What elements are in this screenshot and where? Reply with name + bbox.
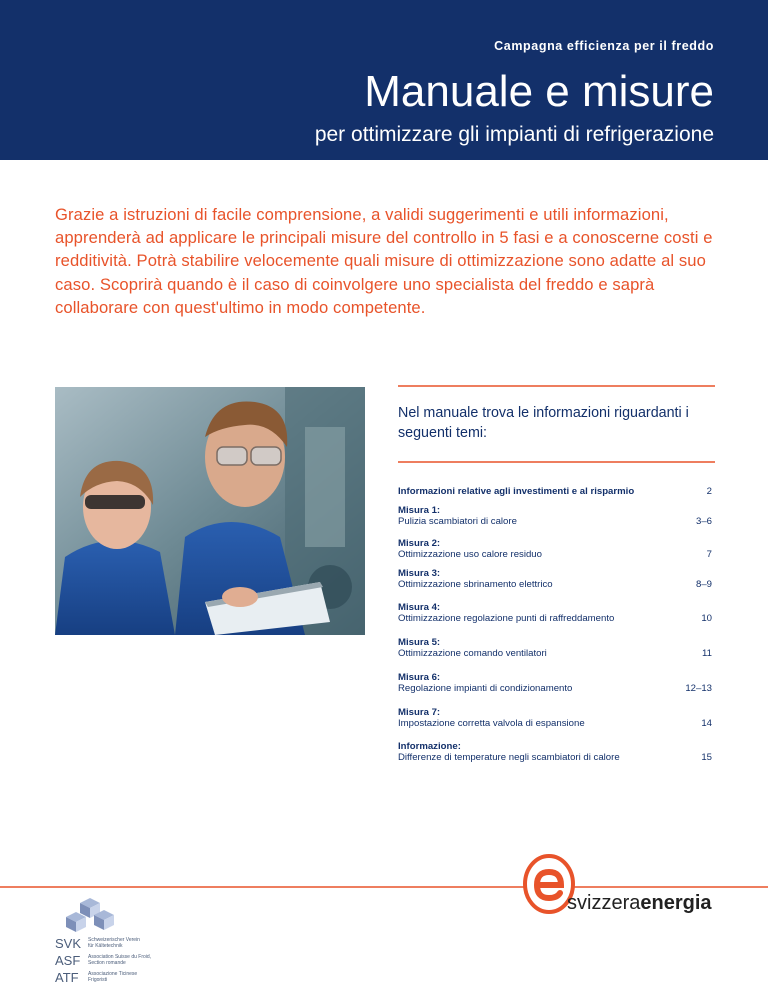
- topics-intro: Nel manuale trova le informazioni riguardanti i seguenti temi:: [398, 405, 689, 441]
- toc-page: 8–9: [695, 579, 712, 590]
- svk-abbr: SVK: [55, 936, 82, 951]
- page-title: Manuale e misure: [364, 67, 714, 116]
- svk-desc-line: für Kältetechnik: [88, 943, 123, 949]
- logo-text: [567, 892, 712, 915]
- toc-label: Misura 3:: [398, 568, 441, 579]
- svk-desc: [88, 937, 140, 949]
- page-subtitle: per ottimizzare gli impianti di refrigerazione: [314, 123, 714, 146]
- toc-page: 2: [706, 486, 712, 497]
- logo-word-svizzera: svizzera: [567, 892, 641, 914]
- toc-text: Differenze di temperature negli scambiatori di calore: [398, 752, 620, 763]
- asf-desc-line: Section romande: [88, 960, 126, 966]
- toc-text: Ottimizzazione sbrinamento elettrico: [398, 579, 553, 590]
- cube-cluster-icon: [60, 898, 120, 934]
- toc-item-misura-5: [398, 637, 712, 659]
- campaign-label: Campagna efficienza per il freddo: [494, 39, 714, 53]
- toc-page: 12–13: [685, 683, 712, 694]
- toc-item-misura-3: [398, 568, 712, 590]
- toc-page: 10: [701, 613, 712, 624]
- toc-label: Misura 4:: [398, 602, 441, 613]
- toc-page: 7: [706, 549, 712, 560]
- toc-text: Ottimizzazione comando ventilatori: [398, 648, 547, 659]
- svizzeraenergia-logo: [515, 852, 715, 922]
- logo-word-energia: energia: [640, 892, 712, 914]
- toc-item-misura-1: [398, 505, 712, 527]
- divider-top: [398, 385, 715, 387]
- toc-item-misura-4: [398, 602, 712, 624]
- toc-text: Pulizia scambiatori di calore: [398, 516, 517, 527]
- atf-desc: [88, 971, 137, 983]
- svk-asf-atf-logo: [55, 898, 175, 988]
- toc-page: 11: [702, 648, 712, 659]
- toc-label: Misura 2:: [398, 538, 441, 549]
- toc-item-misura-2: [398, 538, 712, 560]
- asf-desc-line: Association Suisse du Froid,: [88, 954, 152, 960]
- divider-bottom: [398, 461, 715, 463]
- toc-label: Informazioni relative agli investimenti e al risparmio: [398, 486, 635, 497]
- toc-label: Informazione:: [398, 741, 461, 752]
- atf-desc-line: Frigoristi: [88, 977, 108, 983]
- toc-item-misura-6: [398, 672, 712, 694]
- atf-desc-line: Associazione Ticinese: [88, 971, 138, 977]
- asf-abbr: ASF: [55, 953, 81, 968]
- toc-text: Ottimizzazione uso calore residuo: [398, 549, 542, 560]
- technicians-photo: [55, 387, 365, 635]
- toc-label: Misura 6:: [398, 672, 441, 683]
- toc-item-misura-7: [398, 707, 712, 729]
- toc-label: Misura 7:: [398, 707, 441, 718]
- toc-page: 15: [701, 752, 712, 763]
- header-banner: [0, 0, 768, 160]
- svk-desc-line: Schweizerischer Verein: [88, 937, 140, 943]
- toc-text: Regolazione impianti di condizionamento: [398, 683, 573, 694]
- toc-item-investimenti: [398, 486, 712, 497]
- toc-item-informazione: [398, 741, 712, 763]
- toc-label: Misura 5:: [398, 637, 441, 648]
- toc-text: Ottimizzazione regolazione punti di raffreddamento: [398, 613, 615, 624]
- toc-page: 3–6: [695, 516, 712, 527]
- toc-page: 14: [701, 718, 712, 729]
- asf-desc: [88, 954, 151, 966]
- toc-label: Misura 1:: [398, 505, 441, 516]
- toc-text: Impostazione corretta valvola di espansione: [398, 718, 585, 729]
- atf-abbr: ATF: [55, 970, 79, 985]
- intro-paragraph: Grazie a istruzioni di facile comprensione, a validi suggerimenti e utili informazioni, apprenderà ad applicare le principali misure del controllo in 5 fasi e a conoscerne costi e redditività. Potrà stabilire velocemente quali misure di ottimizzazione sono adatte al suo caso. Scoprirà quando è il caso di coinvolgere uno specialista del freddo e saprà collaborare con quest'ultimo in modo competente.: [55, 205, 713, 317]
